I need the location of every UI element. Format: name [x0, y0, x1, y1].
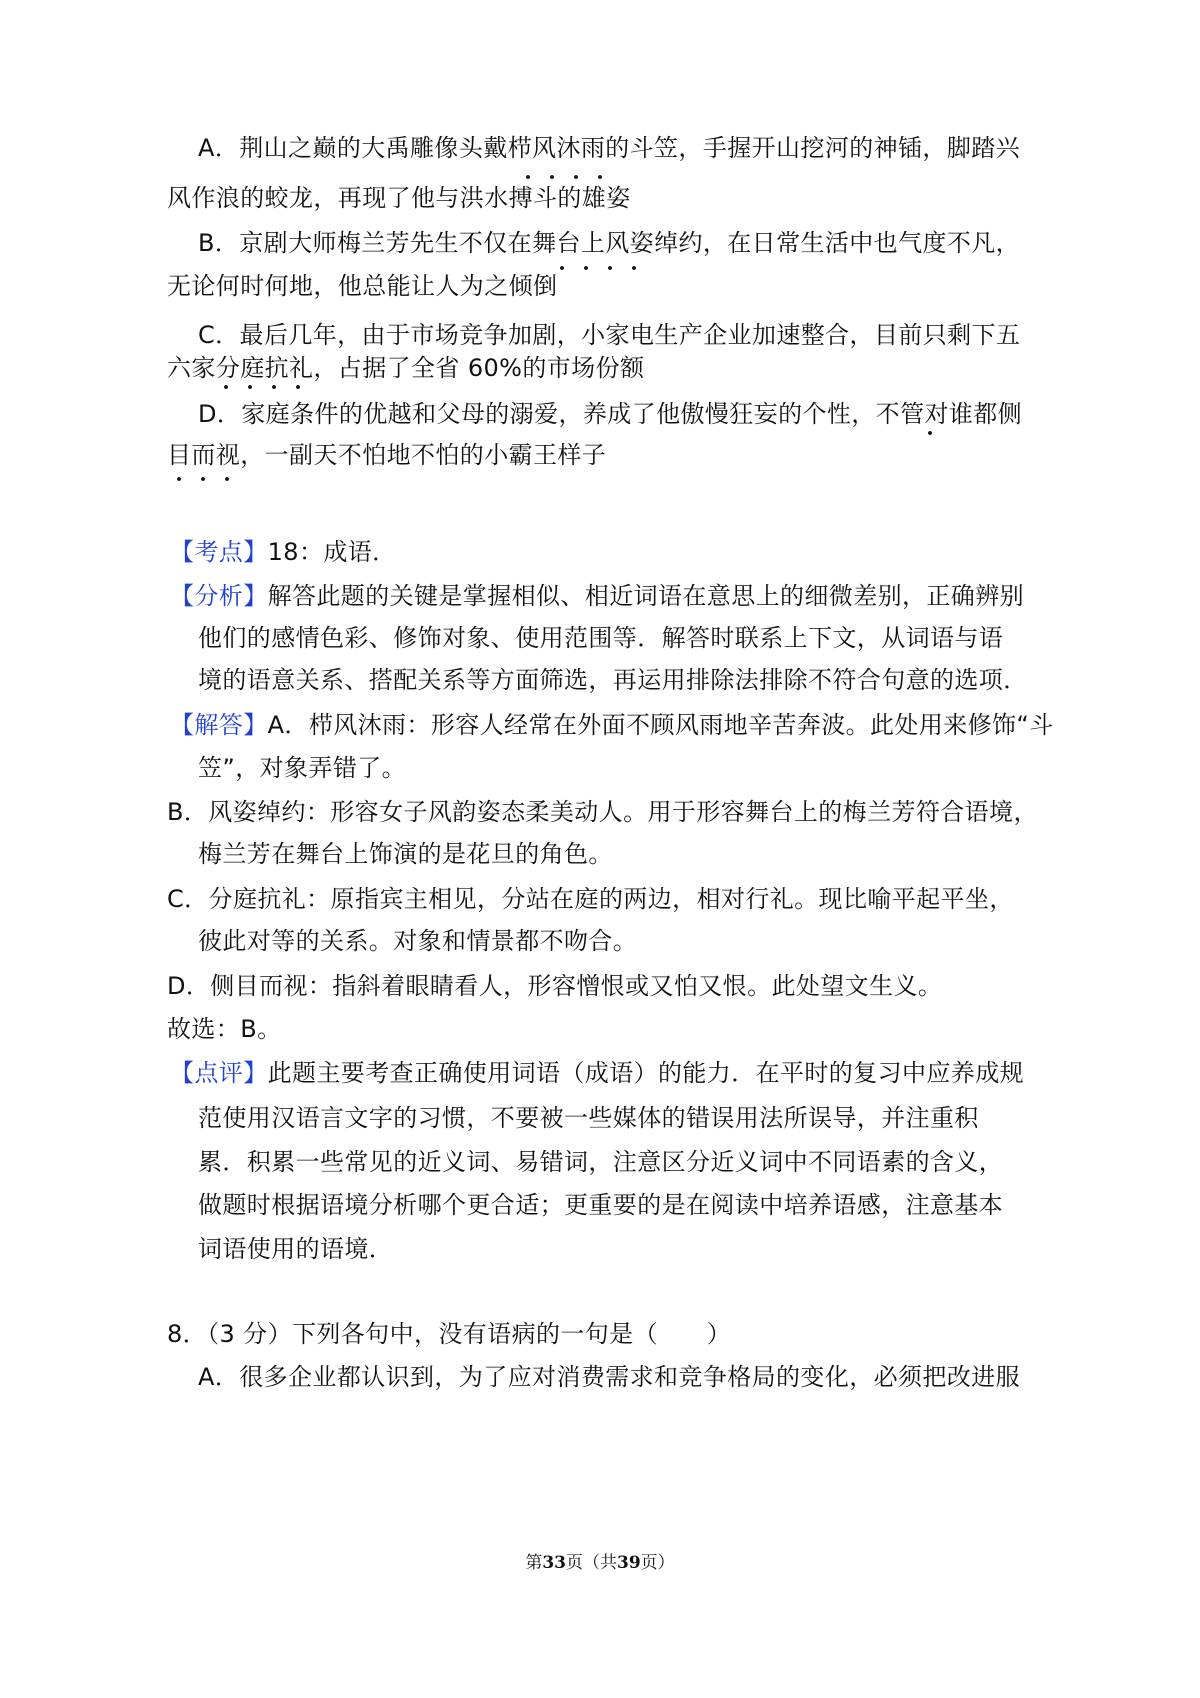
option-a-line-2: 风作浪的蛟龙，再现了他与洪水搏斗的雄姿: [167, 184, 631, 212]
option-c-line-2: 六家分庭抗礼，占据了全省 60%的市场份额: [167, 354, 645, 382]
option-b-line-2: 无论何时何地，他总能让人为之倾倒: [167, 272, 558, 300]
kaodian-text: 18：成语．: [267, 538, 397, 566]
fenxi-line-3: 境的语意关系、搭配关系等方面筛选，再运用排除法排除不符合句意的选项．: [198, 666, 1028, 694]
footer-middle: 页（共: [566, 1553, 617, 1573]
footer-total-pages: 39: [617, 1553, 641, 1573]
dianping-line-2: 范使用汉语言文字的习惯，不要被一些媒体的错误用法所误导，并注重积: [198, 1104, 979, 1132]
fenxi-tag: 【分析】: [170, 582, 268, 610]
option-b-line-1: B．京剧大师梅兰芳先生不仅在舞台上风姿绰约，在日常生活中也气度不凡，: [198, 229, 1021, 257]
footer-prefix: 第: [525, 1553, 543, 1573]
answer-b-line-2: 梅兰芳在舞台上饰演的是花旦的角色。: [198, 840, 613, 868]
dianping-text-1: 此题主要考查正确使用词语（成语）的能力．在平时的复习中应养成规: [267, 1059, 1025, 1087]
fenxi-line-1: [170, 580, 1024, 612]
page-footer: [0, 1552, 1200, 1574]
footer-suffix: 页）: [640, 1553, 675, 1573]
dianping-tag: 【点评】: [170, 1059, 268, 1087]
kaodian-line: [170, 536, 397, 568]
option-d-line-1: D．家庭条件的优越和父母的溺爱，养成了他傲慢狂妄的个性，不管对谁都侧: [198, 400, 1023, 428]
answer-d-line: D．侧目而视：指斜着眼睛看人，形容憎恨或又怕又恨。此处望文生义。: [167, 972, 943, 1000]
question-8-stem: 8．（3 分）下列各句中，没有语病的一句是（ ）: [167, 1320, 732, 1348]
answer-choice: 故选：B。: [167, 1015, 282, 1043]
dianping-line-1: [170, 1057, 1024, 1089]
kaodian-tag: 【考点】: [170, 538, 268, 566]
dianping-line-5: 词语使用的语境．: [198, 1235, 394, 1263]
answer-c-line-2: 彼此对等的关系。对象和情景都不吻合。: [198, 927, 638, 955]
fenxi-text-1: 解答此题的关键是掌握相似、相近词语在意思上的细微差别，正确辨别: [267, 582, 1025, 610]
question-8-option-a: A．很多企业都认识到，为了应对消费需求和竞争格局的变化，必须把改进服: [198, 1363, 1021, 1391]
jieda-tag: 【解答】: [170, 711, 268, 739]
jieda-line-1: [170, 709, 1054, 741]
emphasis-dots-d2: [167, 476, 239, 482]
footer-current-page: 33: [542, 1553, 566, 1573]
option-d-line-2: 目而视，一副天不怕地不怕的小霸王样子: [167, 441, 607, 469]
dianping-line-4: 做题时根据语境分析哪个更合适；更重要的是在阅读中培养语感，注意基本: [198, 1191, 1004, 1219]
emphasis-dots-b: [550, 265, 646, 271]
emphasis-dots-d1: [918, 430, 942, 436]
emphasis-dots-a: [516, 174, 612, 180]
fenxi-line-2: 他们的感情色彩、修饰对象、使用范围等．解答时联系上下文，从词语与语: [198, 624, 1004, 652]
jieda-line-2: 笠”，对象弄错了。: [198, 754, 407, 782]
dianping-line-3: 累．积累一些常见的近义词、易错词，注意区分近义词中不同语素的含义，: [198, 1148, 1004, 1176]
option-a-line-1: A．荆山之巅的大禹雕像头戴栉风沐雨的斗笠，手握开山挖河的神锸，脚踏兴: [198, 134, 1021, 162]
jieda-text-1: A．栉风沐雨：形容人经常在外面不顾风雨地辛苦奔波。此处用来修饰“斗: [267, 711, 1054, 739]
option-c-line-1: C．最后几年，由于市场竞争加剧，小家电生产企业加速整合，目前只剩下五: [198, 321, 1021, 349]
answer-c-line-1: C．分庭抗礼：原指宾主相见，分站在庭的两边，相对行礼。现比喻平起平坐，: [167, 885, 1014, 913]
answer-b-line-1: B．风姿绰约：形容女子风韵姿态柔美动人。用于形容舞台上的梅兰芳符合语境，: [167, 798, 1038, 826]
emphasis-dots-c: [214, 384, 310, 390]
